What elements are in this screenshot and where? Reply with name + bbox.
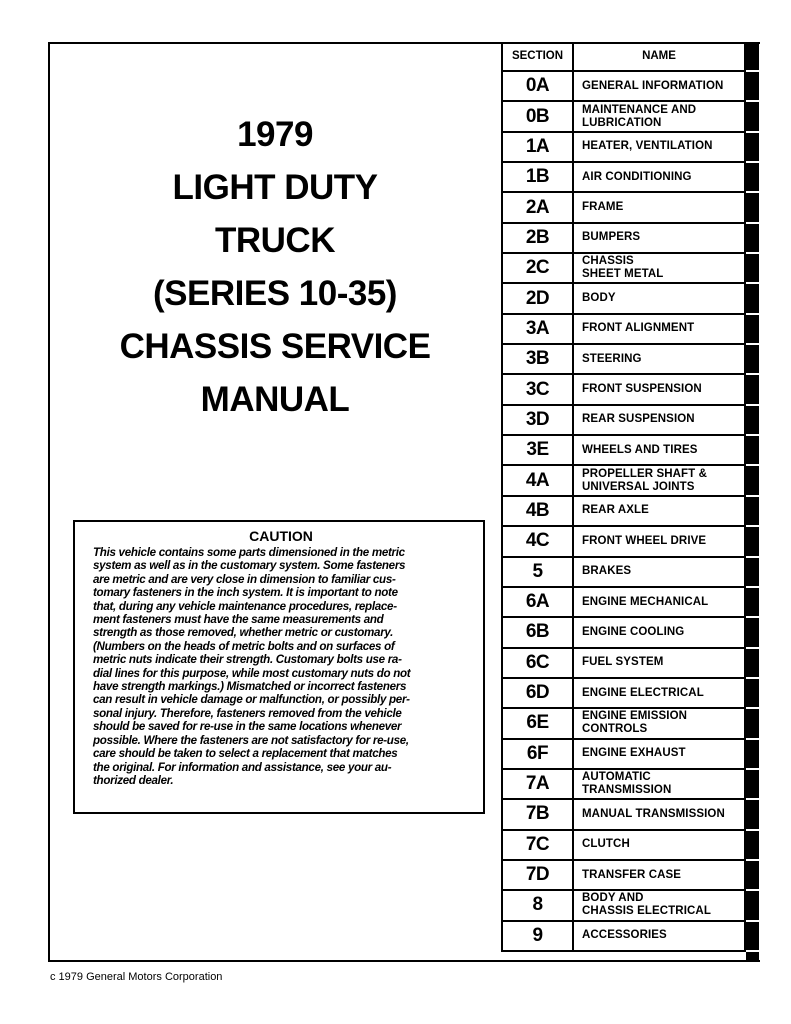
section-row bbox=[501, 618, 746, 648]
section-name-cell bbox=[574, 740, 746, 768]
section-code: 0B bbox=[501, 102, 574, 130]
edge-divider bbox=[746, 798, 759, 800]
caution-line: are metric and are very close in dimension to familiar cus- bbox=[93, 572, 396, 586]
section-name: HEATER, VENTILATION bbox=[582, 140, 713, 153]
section-name-cell bbox=[574, 102, 746, 130]
section-code: 6B bbox=[501, 618, 574, 646]
section-row bbox=[501, 133, 746, 163]
section-name-cell bbox=[574, 618, 746, 646]
edge-divider bbox=[746, 616, 759, 618]
section-name: FUEL SYSTEM bbox=[582, 656, 664, 669]
section-row bbox=[501, 709, 746, 739]
section-name: TRANSFER CASE bbox=[582, 868, 682, 881]
section-row bbox=[501, 649, 746, 679]
section-row bbox=[501, 102, 746, 132]
section-row bbox=[501, 254, 746, 284]
section-name: ENGINE COOLING bbox=[582, 625, 685, 638]
manual-title bbox=[70, 108, 480, 426]
section-name: WHEELS AND TIRES bbox=[582, 443, 698, 456]
edge-divider bbox=[746, 404, 759, 406]
section-name: FRONT ALIGNMENT bbox=[582, 322, 695, 335]
edge-divider bbox=[746, 100, 759, 102]
section-code: 6A bbox=[501, 588, 574, 616]
title-line: CHASSIS SERVICE bbox=[119, 327, 431, 366]
caution-line: system as well as in the customary system. Some fasteners bbox=[93, 559, 406, 573]
section-code: 7D bbox=[501, 861, 574, 889]
edge-divider bbox=[746, 70, 759, 72]
section-name-cell bbox=[574, 709, 746, 737]
section-code: 6C bbox=[501, 649, 574, 677]
caution-line: can result in vehicle damage or malfunction, or possibly per- bbox=[93, 693, 410, 707]
section-name-cell bbox=[574, 163, 746, 191]
edge-divider bbox=[746, 161, 759, 163]
section-name-cell bbox=[574, 558, 746, 586]
section-row bbox=[501, 315, 746, 345]
section-row bbox=[501, 163, 746, 193]
edge-divider bbox=[746, 738, 759, 740]
caution-line: (Numbers on the heads of metric bolts and on surfaces of bbox=[93, 639, 395, 653]
caution-heading: CAUTION bbox=[249, 528, 313, 544]
section-row bbox=[501, 891, 746, 921]
section-row bbox=[501, 679, 746, 709]
thumb-index-edge bbox=[746, 42, 759, 962]
section-code: 3C bbox=[501, 375, 574, 403]
section-code: 3A bbox=[501, 315, 574, 343]
caution-line: metric nuts indicate their strength. Customary bolts use ra- bbox=[93, 653, 402, 667]
caution-line: dial lines for this purpose, while most customary nuts do not bbox=[93, 666, 411, 680]
section-code: 5 bbox=[501, 558, 574, 586]
section-column-header: SECTION bbox=[501, 42, 574, 70]
section-name: FRONT WHEEL DRIVE bbox=[582, 534, 707, 547]
section-name-cell bbox=[574, 861, 746, 889]
section-name: BUMPERS bbox=[582, 231, 641, 244]
section-name: GENERAL INFORMATION bbox=[582, 79, 724, 92]
section-name: ENGINE MECHANICAL bbox=[582, 595, 709, 608]
title-line: TRUCK bbox=[215, 221, 335, 260]
section-code: 4B bbox=[501, 497, 574, 525]
section-name: ENGINE ELECTRICAL bbox=[582, 686, 704, 699]
section-row bbox=[501, 497, 746, 527]
section-name-cell bbox=[574, 72, 746, 100]
name-column-header: NAME bbox=[574, 42, 746, 70]
caution-line: that, during any vehicle maintenance procedures, replace- bbox=[93, 599, 397, 613]
section-name: FRONT SUSPENSION bbox=[582, 383, 702, 396]
section-name: MAINTENANCE AND LUBRICATION bbox=[582, 103, 697, 129]
edge-divider bbox=[746, 920, 759, 922]
section-name-cell bbox=[574, 375, 746, 403]
edge-divider bbox=[746, 313, 759, 315]
section-code: 2B bbox=[501, 224, 574, 252]
edge-divider bbox=[746, 950, 759, 952]
section-name-cell bbox=[574, 284, 746, 312]
section-code: 6E bbox=[501, 709, 574, 737]
section-row bbox=[501, 558, 746, 588]
section-name: REAR SUSPENSION bbox=[582, 413, 695, 426]
section-name-cell bbox=[574, 831, 746, 859]
section-name-cell bbox=[574, 649, 746, 677]
section-name-cell bbox=[574, 466, 746, 494]
section-code: 9 bbox=[501, 922, 574, 950]
title-line: LIGHT DUTY bbox=[172, 168, 378, 207]
section-name-cell bbox=[574, 770, 746, 798]
section-row bbox=[501, 224, 746, 254]
section-row bbox=[501, 436, 746, 466]
edge-divider bbox=[746, 191, 759, 193]
edge-divider bbox=[746, 343, 759, 345]
title-line: 1979 bbox=[237, 115, 313, 154]
section-code: 7A bbox=[501, 770, 574, 798]
section-name-cell bbox=[574, 254, 746, 282]
edge-divider bbox=[746, 222, 759, 224]
caution-line: thorized dealer. bbox=[93, 773, 174, 787]
table-header-row bbox=[501, 42, 746, 72]
edge-divider bbox=[746, 252, 759, 254]
section-code: 2D bbox=[501, 284, 574, 312]
section-name: REAR AXLE bbox=[582, 504, 649, 517]
section-name-cell bbox=[574, 588, 746, 616]
section-name-cell bbox=[574, 436, 746, 464]
section-row bbox=[501, 740, 746, 770]
section-name: AUTOMATIC TRANSMISSION bbox=[582, 771, 672, 797]
edge-divider bbox=[746, 586, 759, 588]
caution-box bbox=[73, 520, 485, 814]
title-line: MANUAL bbox=[200, 380, 350, 419]
edge-divider bbox=[746, 464, 759, 466]
section-name-cell bbox=[574, 315, 746, 343]
section-name-cell bbox=[574, 193, 746, 221]
section-row bbox=[501, 193, 746, 223]
caution-line: strength as those removed, whether metric or customary. bbox=[93, 626, 394, 640]
section-code: 2C bbox=[501, 254, 574, 282]
section-code: 3E bbox=[501, 436, 574, 464]
edge-divider bbox=[746, 768, 759, 770]
section-code: 6F bbox=[501, 740, 574, 768]
section-row bbox=[501, 72, 746, 102]
section-code: 6D bbox=[501, 679, 574, 707]
section-code: 4A bbox=[501, 466, 574, 494]
title-line: (SERIES 10-35) bbox=[153, 274, 397, 313]
section-name-cell bbox=[574, 224, 746, 252]
section-name: ACCESSORIES bbox=[582, 929, 667, 942]
section-name: AIR CONDITIONING bbox=[582, 170, 692, 183]
section-index-table bbox=[501, 42, 746, 952]
section-name-cell bbox=[574, 800, 746, 828]
caution-line: care should be taken to select a replacement that matches bbox=[93, 747, 398, 761]
section-code: 1B bbox=[501, 163, 574, 191]
section-row bbox=[501, 284, 746, 314]
edge-divider bbox=[746, 373, 759, 375]
edge-divider bbox=[746, 677, 759, 679]
section-name: BRAKES bbox=[582, 565, 632, 578]
section-code: 1A bbox=[501, 133, 574, 161]
edge-divider bbox=[746, 282, 759, 284]
section-code: 3D bbox=[501, 406, 574, 434]
edge-divider bbox=[746, 889, 759, 891]
edge-divider bbox=[746, 131, 759, 133]
section-code: 8 bbox=[501, 891, 574, 919]
section-name: BODY AND CHASSIS ELECTRICAL bbox=[582, 892, 711, 918]
section-code: 4C bbox=[501, 527, 574, 555]
caution-line: possible. Where the fasteners are not satisfactory for re-use, bbox=[93, 733, 409, 747]
caution-line: should be saved for re-use in the same locations whenever bbox=[93, 720, 402, 734]
section-name: ENGINE EXHAUST bbox=[582, 747, 686, 760]
section-name: MANUAL TRANSMISSION bbox=[582, 807, 725, 820]
section-name: CLUTCH bbox=[582, 838, 630, 851]
edge-divider bbox=[746, 707, 759, 709]
caution-line: ment fasteners must have the same measurements and bbox=[93, 613, 384, 627]
section-row bbox=[501, 466, 746, 496]
edge-divider bbox=[746, 495, 759, 497]
section-name-cell bbox=[574, 345, 746, 373]
section-row bbox=[501, 406, 746, 436]
edge-divider bbox=[746, 434, 759, 436]
section-row bbox=[501, 922, 746, 952]
section-row bbox=[501, 770, 746, 800]
section-row bbox=[501, 588, 746, 618]
edge-divider bbox=[746, 647, 759, 649]
section-name-cell bbox=[574, 679, 746, 707]
section-name: ENGINE EMISSION CONTROLS bbox=[582, 710, 688, 736]
section-code: 7C bbox=[501, 831, 574, 859]
section-code: 7B bbox=[501, 800, 574, 828]
section-name-cell bbox=[574, 406, 746, 434]
section-name-cell bbox=[574, 527, 746, 555]
edge-divider bbox=[746, 829, 759, 831]
caution-line: have strength markings.) Mismatched or incorrect fasteners bbox=[93, 680, 407, 694]
caution-text bbox=[93, 546, 469, 787]
caution-line: This vehicle contains some parts dimensioned in the metric bbox=[93, 546, 405, 559]
section-row bbox=[501, 527, 746, 557]
caution-line: sonal injury. Therefore, fasteners removed from the vehicle bbox=[93, 706, 402, 720]
edge-divider bbox=[746, 859, 759, 861]
edge-divider bbox=[746, 525, 759, 527]
section-name-cell bbox=[574, 133, 746, 161]
section-name-cell bbox=[574, 922, 746, 950]
section-row bbox=[501, 861, 746, 891]
section-name: PROPELLER SHAFT & UNIVERSAL JOINTS bbox=[582, 467, 708, 493]
section-code: 0A bbox=[501, 72, 574, 100]
section-name: FRAME bbox=[582, 201, 624, 214]
caution-line: tomary fasteners in the inch system. It is important to note bbox=[93, 586, 398, 600]
section-code: 3B bbox=[501, 345, 574, 373]
section-row bbox=[501, 375, 746, 405]
section-row bbox=[501, 831, 746, 861]
section-code: 2A bbox=[501, 193, 574, 221]
edge-divider bbox=[746, 556, 759, 558]
copyright-notice: c 1979 General Motors Corporation bbox=[50, 971, 223, 983]
section-name: BODY bbox=[582, 292, 616, 305]
section-name-cell bbox=[574, 497, 746, 525]
section-name: CHASSIS SHEET METAL bbox=[582, 255, 664, 281]
section-row bbox=[501, 800, 746, 830]
section-row bbox=[501, 345, 746, 375]
section-name-cell bbox=[574, 891, 746, 919]
caution-line: the original. For information and assistance, see your au- bbox=[93, 760, 392, 774]
section-name: STEERING bbox=[582, 352, 642, 365]
